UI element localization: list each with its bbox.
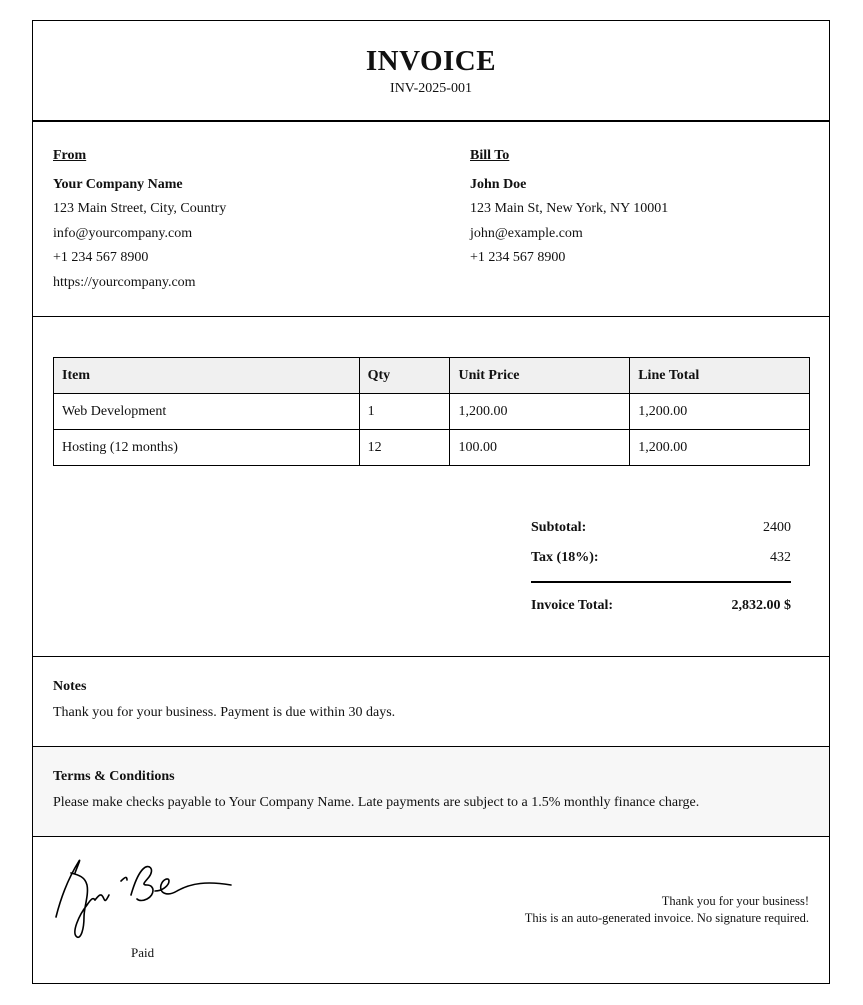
bill-to-phone: +1 234 567 8900: [470, 250, 566, 265]
notes-section: [33, 657, 829, 747]
invoice-header: [33, 21, 829, 122]
cell-unit-price: 1,200.00: [450, 394, 630, 430]
invoice-document: [32, 20, 830, 984]
tax-value: 432: [770, 550, 791, 565]
from-block: [53, 144, 226, 295]
from-phone: +1 234 567 8900: [53, 250, 149, 265]
totals-divider: [531, 581, 791, 583]
bill-to-email: john@example.com: [470, 225, 583, 241]
cell-item: Web Development: [54, 394, 360, 430]
cell-line-total: 1,200.00: [630, 430, 810, 466]
from-company-name: Your Company Name: [53, 176, 183, 192]
from-heading: From: [53, 148, 87, 163]
notes-title: Notes: [53, 679, 87, 694]
cell-qty: 12: [359, 430, 450, 466]
column-header-qty: Qty: [359, 358, 450, 394]
footer-note: [525, 893, 809, 927]
bill-to-block: [470, 144, 668, 271]
terms-title: Terms & Conditions: [53, 769, 175, 784]
subtotal-value: 2400: [763, 520, 791, 535]
invoice-total-row: [531, 591, 791, 621]
subtotal-label: Subtotal:: [531, 520, 587, 535]
column-header-unit-price: Unit Price: [450, 358, 630, 394]
subtotal-row: [531, 513, 791, 543]
column-header-line-total: Line Total: [630, 358, 810, 394]
from-email: info@yourcompany.com: [53, 225, 193, 241]
notes-text: Thank you for your business. Payment is due within 30 days.: [53, 705, 396, 720]
invoice-footer: [33, 837, 829, 983]
totals-block: [531, 513, 791, 621]
line-items-table: [53, 357, 810, 466]
terms-section: [33, 747, 829, 837]
cell-unit-price: 100.00: [450, 430, 630, 466]
parties-section: [33, 122, 829, 317]
signature-caption: Paid: [131, 945, 155, 960]
cell-line-total: 1,200.00: [630, 394, 810, 430]
from-address: 123 Main Street, City, Country: [53, 201, 227, 216]
column-header-item: Item: [54, 358, 360, 394]
invoice-title: INVOICE: [365, 45, 497, 77]
from-website: https://yourcompany.com: [53, 274, 196, 290]
signature-image: [51, 855, 236, 948]
bill-to-heading: Bill To: [470, 148, 510, 163]
thanks-text: Thank you for your business!: [661, 894, 809, 908]
bill-to-name: John Doe: [470, 176, 527, 192]
terms-text: Please make checks payable to Your Company Name. Late payments are subject to a 1.5% monthly finance charge.: [53, 795, 700, 810]
table-header-row: [54, 358, 810, 394]
bill-to-address: 123 Main St, New York, NY 10001: [470, 201, 669, 216]
table-row: [54, 430, 810, 466]
tax-label: Tax (18%):: [531, 550, 599, 565]
cell-qty: 1: [359, 394, 450, 430]
items-section: [33, 317, 829, 657]
tax-row: [531, 543, 791, 573]
invoice-number: INV-2025-001: [390, 81, 472, 96]
cell-item: Hosting (12 months): [54, 430, 360, 466]
invoice-total-value: 2,832.00 $: [731, 598, 791, 613]
invoice-total-label: Invoice Total:: [531, 598, 614, 613]
auto-generated-note: This is an auto-generated invoice. No signature required.: [524, 911, 809, 925]
table-row: [54, 394, 810, 430]
